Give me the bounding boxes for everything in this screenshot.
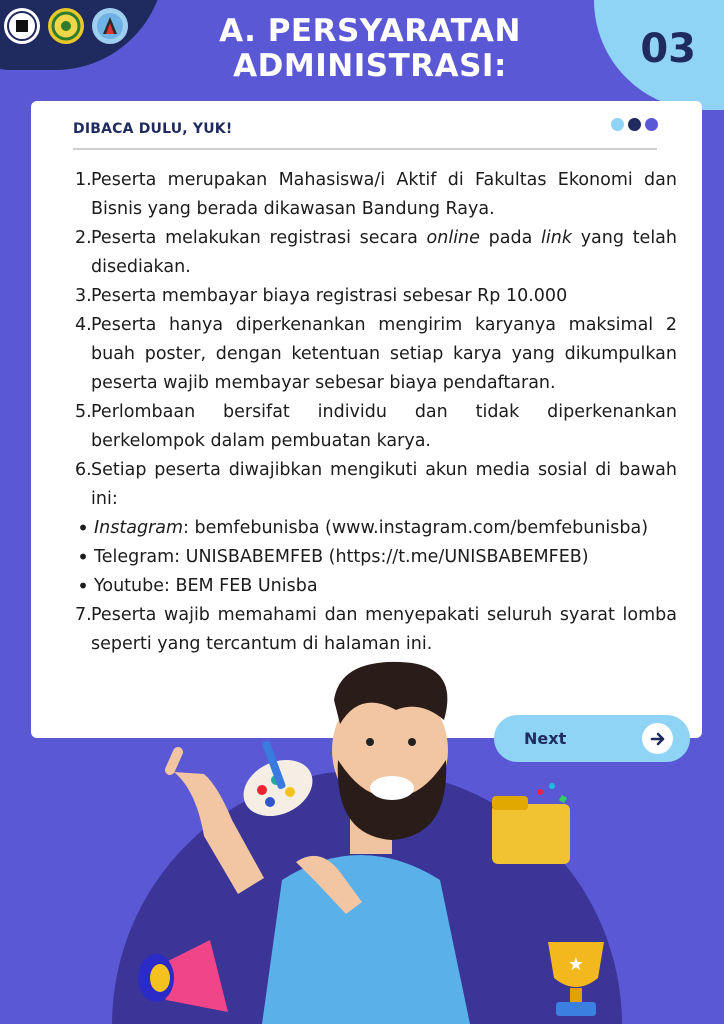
folder-icon	[492, 783, 570, 864]
university-seal-icon	[2, 6, 42, 46]
card-dots	[611, 118, 658, 131]
next-button[interactable]	[494, 715, 690, 762]
list-item	[75, 224, 677, 282]
item-marker: 2.	[75, 228, 92, 248]
bem-logo-icon	[90, 6, 130, 46]
list-item	[75, 166, 677, 224]
item-text: Perlombaan bersifat individu dan tidak diperkenankan berkelompok dalam pembuatan karya.	[91, 402, 677, 451]
divider	[73, 148, 657, 150]
social-item	[75, 572, 677, 601]
trophy-icon	[548, 942, 604, 1016]
arrow-right-icon	[642, 723, 673, 754]
item-text: Telegram: UNISBABEMFEB (https://t.me/UNISBABEMFEB)	[94, 547, 589, 567]
item-text-part: pada	[479, 228, 542, 248]
social-item	[75, 543, 677, 572]
item-text	[91, 224, 677, 282]
item-marker: 1.	[75, 170, 92, 190]
title-line-2: ADMINISTRASI:	[233, 48, 507, 84]
list-item	[75, 456, 677, 514]
item-marker: 3.	[75, 286, 92, 306]
bullet-marker: •	[77, 574, 89, 598]
item-marker: 6.	[75, 460, 92, 480]
item-text	[94, 514, 677, 543]
social-item	[75, 514, 677, 543]
svg-text:★: ★	[567, 954, 585, 975]
item-text: Setiap peserta diwajibkan mengikuti akun media sosial di bawah ini:	[91, 460, 677, 509]
bullet-marker: •	[77, 545, 89, 569]
title-line-1: A. PERSYARATAN	[219, 13, 521, 49]
item-marker: 7.	[75, 605, 92, 625]
faculty-seal-icon	[46, 6, 86, 46]
list-item	[75, 398, 677, 456]
item-text-part: : bemfebunisba (www.instagram.com/bemfebunisba)	[183, 518, 649, 538]
dot-1	[611, 118, 624, 131]
page-title	[160, 14, 580, 84]
logo-group	[2, 6, 130, 46]
megaphone-icon	[138, 940, 228, 1012]
item-marker: 4.	[75, 315, 92, 335]
item-text-part: yang telah disediakan.	[91, 228, 677, 277]
requirements-list	[75, 166, 677, 659]
item-text-italic: online	[426, 228, 480, 248]
item-text: Peserta merupakan Mahasiswa/i Aktif di Fakultas Ekonomi dan Bisnis yang berada dikawasan Bandung Raya.	[91, 170, 677, 219]
item-text: Youtube: BEM FEB Unisba	[94, 576, 318, 596]
character-illustration	[0, 640, 724, 1024]
item-text: Peserta membayar biaya registrasi sebesar Rp 10.000	[91, 286, 568, 306]
item-text-part: Peserta melakukan registrasi secara	[91, 228, 427, 248]
item-text: Peserta hanya diperkenankan mengirim karyanya maksimal 2 buah poster, dengan ketentuan setiap karya yang dikumpulkan peserta wajib membayar sebesar biaya pendaftaran.	[91, 315, 677, 393]
item-marker: 5.	[75, 402, 92, 422]
bullet-marker: •	[77, 516, 89, 540]
next-button-label: Next	[524, 729, 567, 748]
card-heading: DIBACA DULU, YUK!	[73, 121, 233, 137]
palette-icon	[234, 740, 321, 827]
list-item	[75, 282, 677, 311]
dot-3	[645, 118, 658, 131]
page-number: 03	[640, 26, 696, 72]
item-text: Peserta wajib memahami dan menyepakati seluruh syarat lomba seperti yang tercantum di halaman ini.	[91, 605, 677, 654]
item-text-italic: link	[541, 228, 572, 248]
list-item	[75, 311, 677, 398]
item-text-italic: Instagram	[94, 518, 184, 538]
dot-2	[628, 118, 641, 131]
